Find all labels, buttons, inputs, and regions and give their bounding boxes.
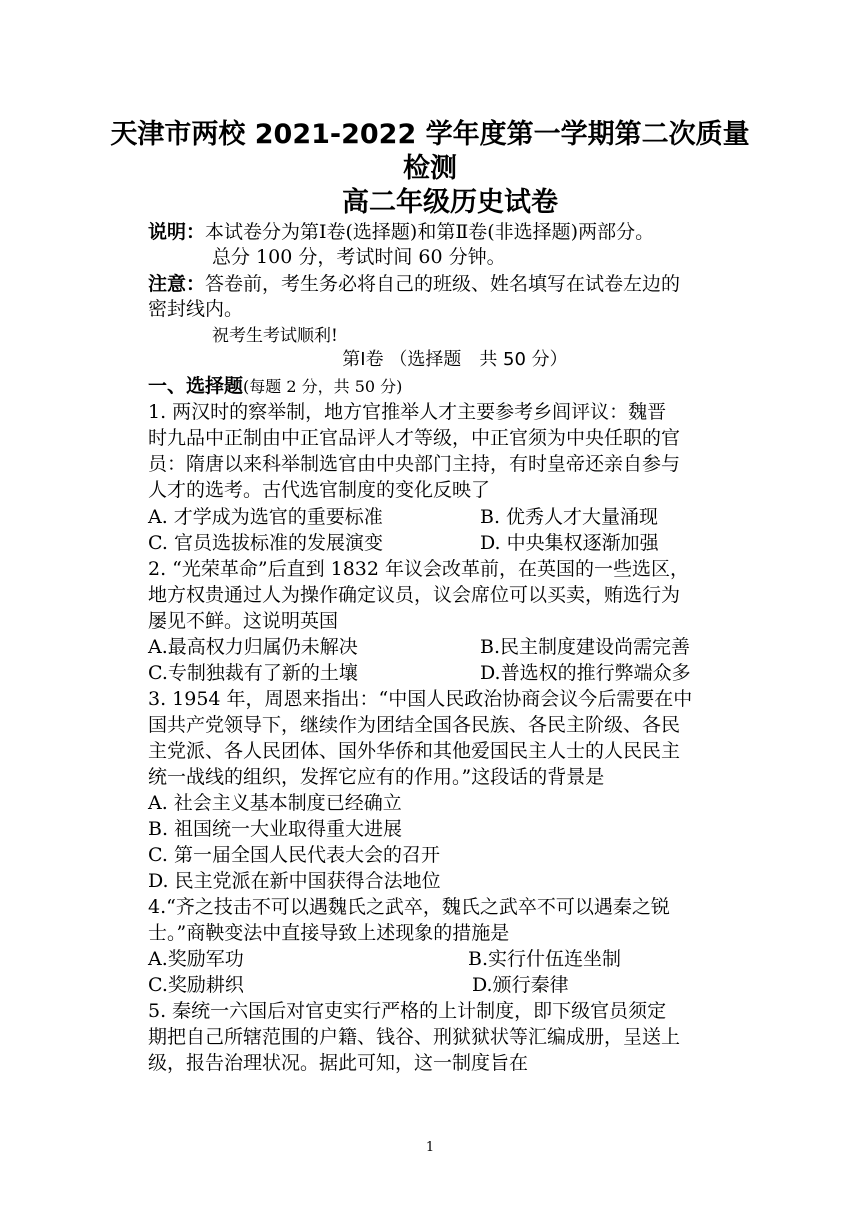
attention-line-1 <box>148 270 718 298</box>
q3-option-a: A. 社会主义基本制度已经确立 <box>148 792 402 814</box>
q1-line-2: 时九品中正制由中正官品评人才等级，中正官须为中央任职的官 <box>148 427 681 449</box>
q3-option-b: B. 祖国统一大业取得重大进展 <box>148 818 403 840</box>
q4-line-2: 士。”商鞅变法中直接导致上述现象的措施是 <box>148 922 510 944</box>
q2-option-c: C.专制独裁有了新的土壤 <box>148 662 358 684</box>
q4-option-a: A.奖励军功 <box>148 948 244 970</box>
q2-option-b: B.民主制度建设尚需完善 <box>480 636 691 658</box>
section-header: 第Ⅰ卷 （选择题 共 50 分） <box>342 349 568 370</box>
note-text-1: 本试卷分为第Ⅰ卷(选择题)和第Ⅱ卷(非选择题)两部分。 <box>205 221 655 243</box>
note-text-2: 总分 100 分，考试时间 60 分钟。 <box>212 246 506 268</box>
q1-option-b: B. 优秀人才大量涌现 <box>480 506 659 528</box>
q2-line-1: 2. “光荣革命”后直到 1832 年议会改革前，在英国的一些选区， <box>148 558 690 580</box>
exam-subtitle: 高二年级历史试卷 <box>342 187 558 218</box>
note-line-1 <box>148 218 718 246</box>
q1-option-c: C. 官员选拔标准的发展演变 <box>148 532 383 554</box>
q5-line-2: 期把自己所辖范围的户籍、钱谷、刑狱狱状等汇编成册，呈送上 <box>148 1026 681 1048</box>
exam-title-line1: 天津市两校 2021-2022 学年度第一学期第二次质量 <box>110 119 750 150</box>
q3-line-4: 统一战线的组织，发挥它应有的作用。”这段话的背景是 <box>148 766 605 788</box>
page-number: 1 <box>425 1140 435 1155</box>
q4-option-b: B.实行什伍连坐制 <box>468 948 622 970</box>
q3-line-2: 国共产党领导下，继续作为团结全国各民族、各民主阶级、各民 <box>148 714 681 736</box>
q1-line-3: 员：隋唐以来科举制选官由中央部门主持，有时皇帝还亲自参与 <box>148 453 681 475</box>
q1-option-a: A. 才学成为选官的重要标准 <box>148 506 383 528</box>
q3-line-3: 主党派、各人民团体、国外华侨和其他爱国民主人士的人民民主 <box>148 740 681 762</box>
q2-line-2: 地方权贵通过人为操作确定议员，议会席位可以买卖，贿选行为 <box>148 584 681 606</box>
q1-line-1: 1. 两汉时的察举制，地方官推举人才主要参考乡闾评议：魏晋 <box>148 401 667 423</box>
wish-text: 祝考生考试顺利! <box>212 326 338 346</box>
q2-line-3: 屡见不鲜。这说明英国 <box>148 610 339 632</box>
q3-option-c: C. 第一届全国人民代表大会的召开 <box>148 844 440 866</box>
q5-line-3: 级，报告治理状况。据此可知，这一制度旨在 <box>148 1052 529 1074</box>
q3-option-d: D. 民主党派在新中国获得合法地位 <box>148 870 441 892</box>
q4-option-d: D.颁行秦律 <box>472 974 569 996</box>
attention-text-1: 答卷前，考生务必将自己的班级、姓名填写在试卷左边的 <box>205 273 681 295</box>
q3-line-1: 3. 1954 年，周恩来指出：“中国人民政治协商会议今后需要在中 <box>148 688 693 710</box>
q1-option-d: D. 中央集权逐渐加强 <box>480 532 659 554</box>
q1-line-4: 人才的选考。古代选官制度的变化反映了 <box>148 479 491 501</box>
part-note: (每题 2 分，共 50 分) <box>243 377 403 396</box>
q2-option-d: D.普选权的推行弊端众多 <box>480 662 691 684</box>
attention-text-2: 密封线内。 <box>148 298 244 320</box>
q4-line-1: 4.“齐之技击不可以遇魏氏之武卒，魏氏之武卒不可以遇秦之锐 <box>148 896 670 918</box>
exam-title-line2: 检测 <box>403 153 457 184</box>
part-heading <box>148 372 718 401</box>
q5-line-1: 5. 秦统一六国后对官吏实行严格的上计制度，即下级官员须定 <box>148 1000 667 1022</box>
part-label: 一、选择题 <box>148 375 244 397</box>
attention-label: 注意： <box>148 273 206 295</box>
q4-option-c: C.奖励耕织 <box>148 974 244 996</box>
q2-option-a: A.最高权力归属仍未解决 <box>148 636 358 658</box>
note-label: 说明： <box>148 221 206 243</box>
